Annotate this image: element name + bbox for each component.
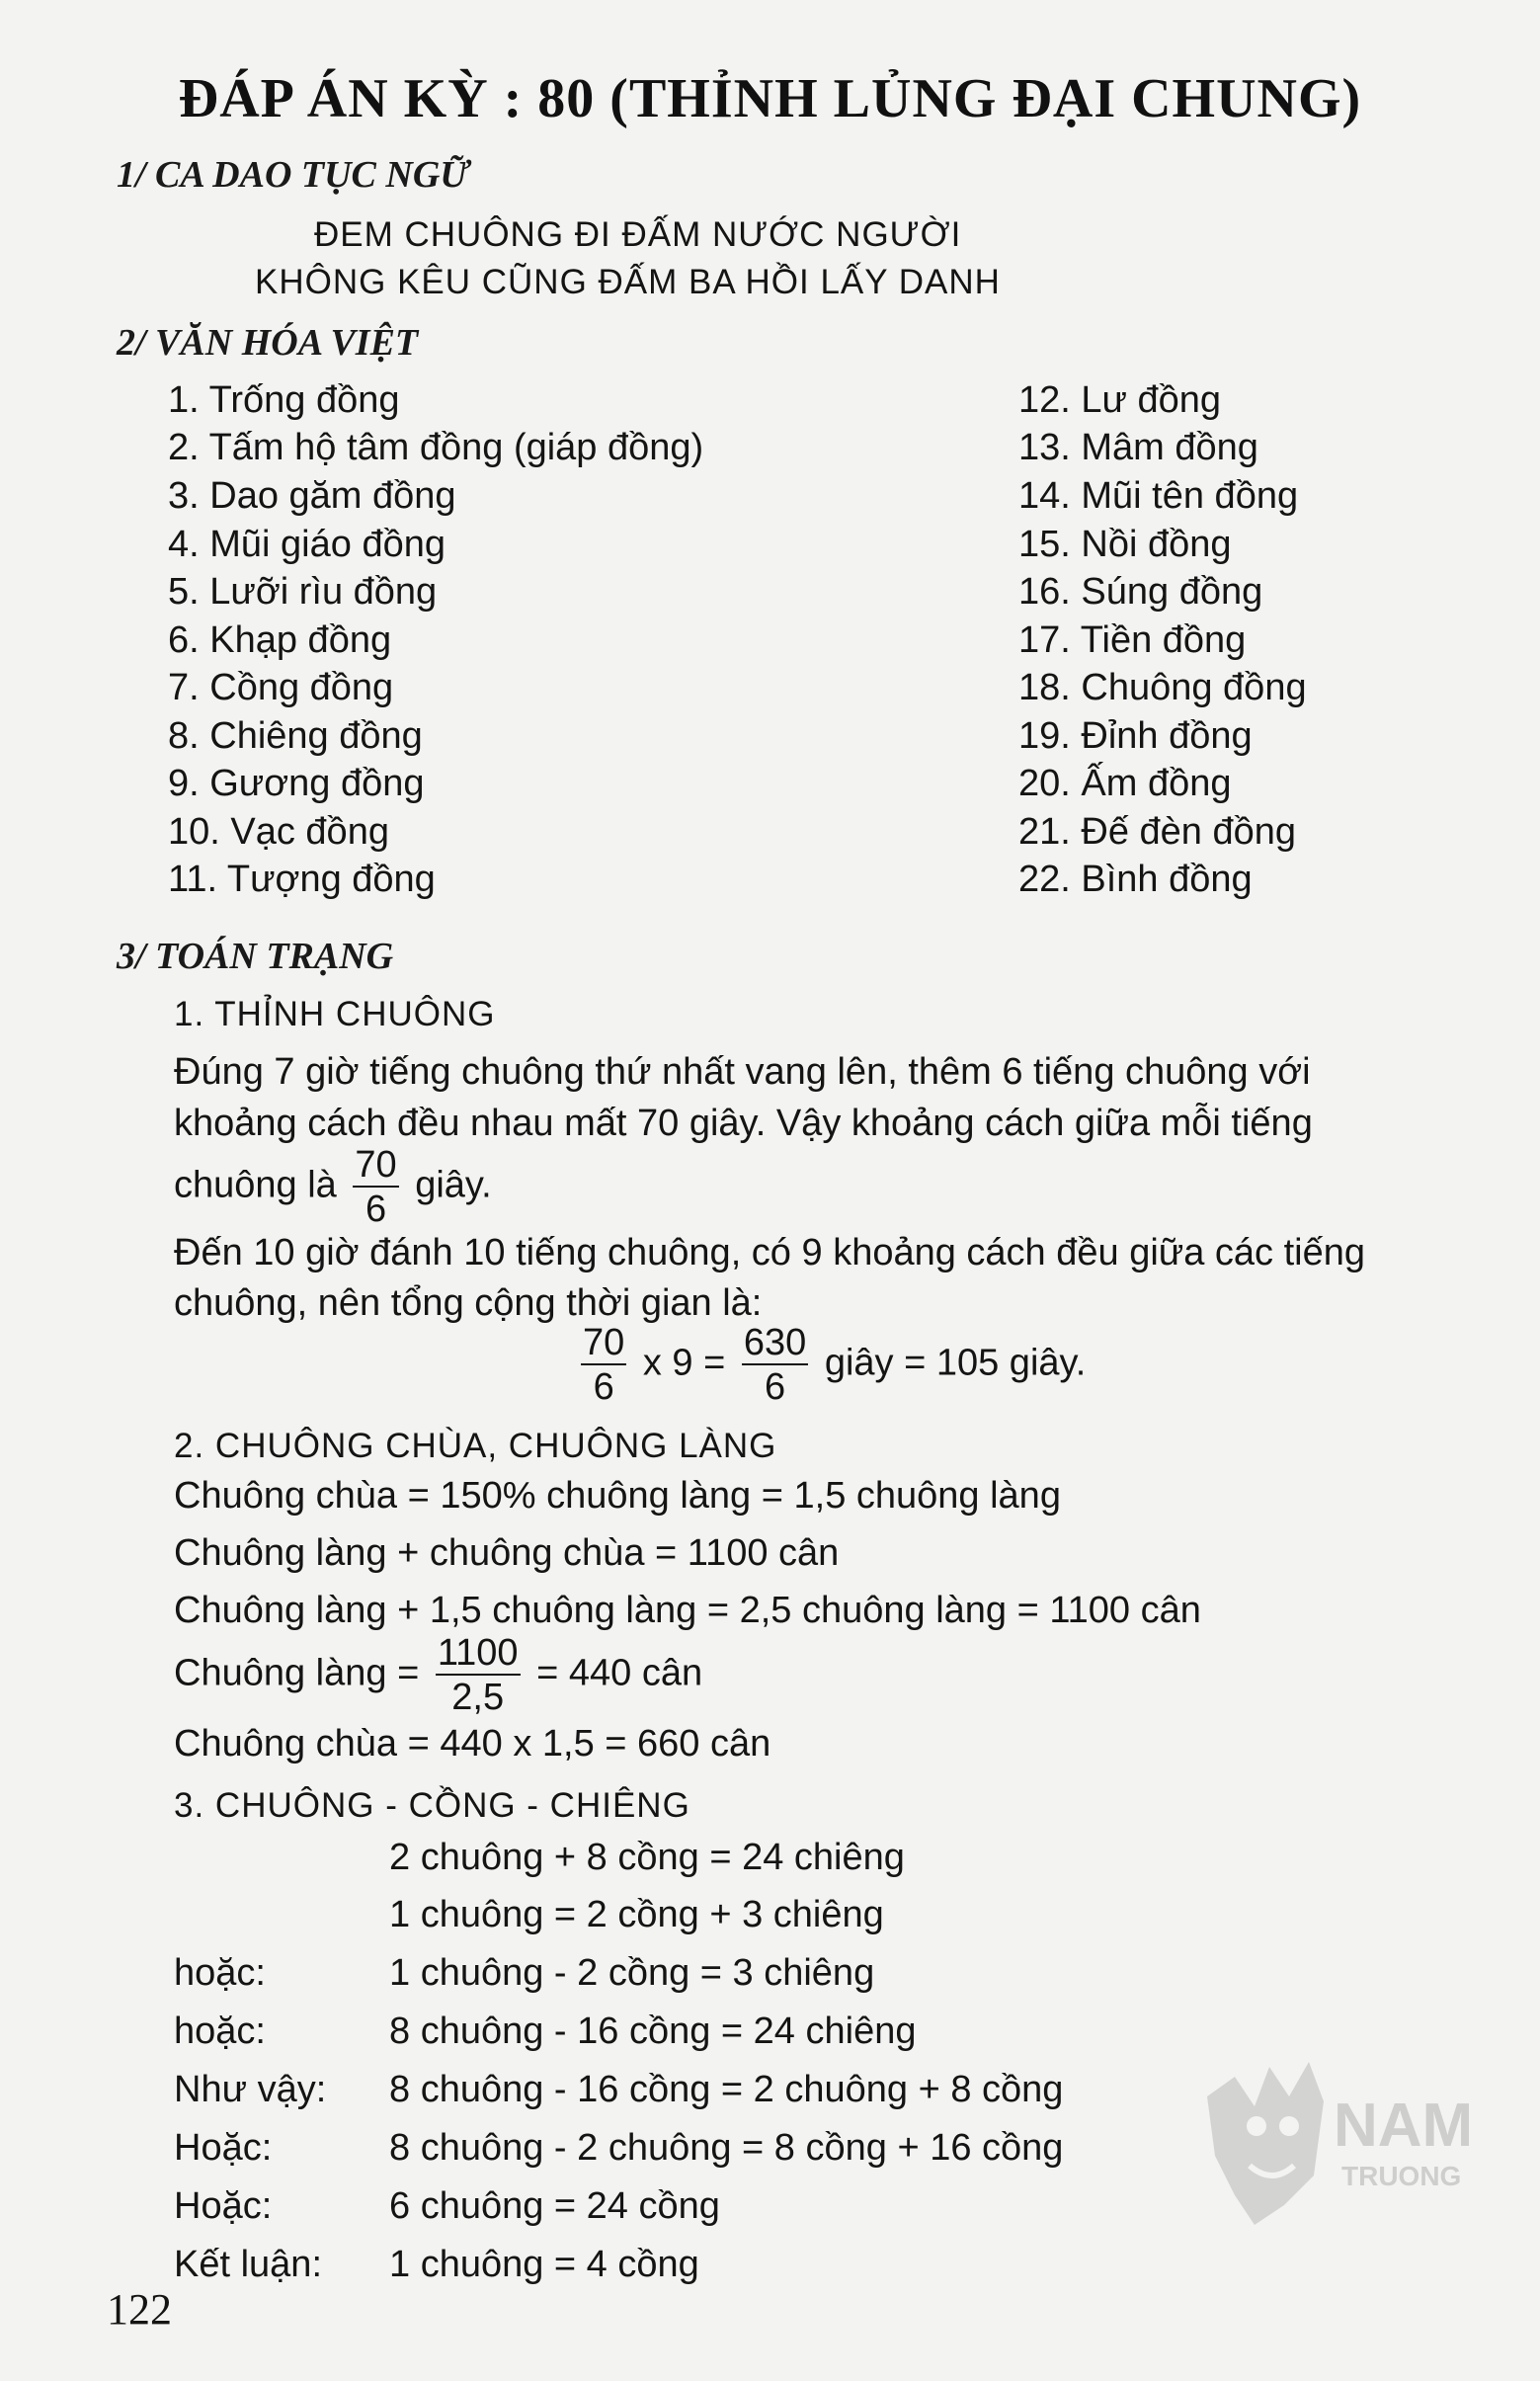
fraction [581,1324,626,1406]
row-label: Hoặc: [174,2185,273,2227]
fraction-denominator: 6 [593,1366,614,1408]
problem-2-line-3: Chuông làng + 1,5 chuông làng = 2,5 chuông làng = 1100 cân [174,1590,1201,1631]
row-label: Hoặc: [174,2127,273,2169]
fraction [353,1146,398,1228]
problem-2-line-4-text: Chuông làng = [174,1652,420,1694]
problem-1-line-3-text: chuông là [174,1164,337,1206]
row-equation: 8 chuông - 16 cồng = 2 chuông + 8 cồng [389,2069,1064,2110]
list-item: 14. Mũi tên đồng [1018,475,1299,517]
problem-1-line-3-unit: giây. [415,1164,492,1206]
list-item: 17. Tiền đồng [1018,619,1247,661]
row-equation: 8 chuông - 16 cồng = 24 chiêng [389,2011,917,2052]
list-item: 22. Bình đồng [1018,859,1253,900]
equation-operator: x 9 = [642,1342,726,1384]
logo-graphic [1195,2057,1492,2235]
page-number: 122 [107,2285,172,2334]
problem-1-line-3 [174,1146,492,1228]
row-equation: 2 chuông + 8 cồng = 24 chiêng [389,1837,905,1878]
fraction-denominator: 6 [764,1366,786,1408]
list-item: 21. Đế đèn đồng [1018,811,1297,853]
list-item: 8. Chiêng đồng [168,715,423,757]
proverb-line-2: KHÔNG KÊU CŨNG ĐẤM BA HỒI LẤY DANH [255,263,1001,301]
row-equation: 8 chuông - 2 chuông = 8 cồng + 16 cồng [389,2127,1064,2169]
list-item: 4. Mũi giáo đồng [168,524,446,565]
list-item: 6. Khạp đồng [168,619,392,661]
list-item: 16. Súng đồng [1018,571,1263,613]
fraction [436,1634,521,1716]
list-item: 11. Tượng đồng [168,859,436,900]
row-label: Như vậy: [174,2069,327,2110]
problem-2-title: 2. CHUÔNG CHÙA, CHUÔNG LÀNG [174,1427,777,1465]
problem-1-title: 1. THỈNH CHUÔNG [174,995,496,1033]
list-item: 10. Vạc đồng [168,811,389,853]
row-equation: 1 chuông - 2 cồng = 3 chiêng [389,1952,875,1994]
problem-1-line-1: Đúng 7 giờ tiếng chuông thứ nhất vang lên, thêm 6 tiếng chuông với [174,1051,1311,1093]
problem-1-line-2: khoảng cách đều nhau mất 70 giây. Vậy khoảng cách giữa mỗi tiếng [174,1103,1313,1144]
problem-1-equation [575,1324,1086,1406]
section-heading-ca-dao: 1/ CA DAO TỤC NGỮ [117,154,469,196]
problem-2-line-2: Chuông làng + chuông chùa = 1100 cân [174,1532,840,1574]
row-label: hoặc: [174,1952,266,1994]
list-item: 2. Tấm hộ tâm đồng (giáp đồng) [168,427,704,468]
list-item: 5. Lưỡi rìu đồng [168,571,438,613]
list-item: 18. Chuông đồng [1018,667,1307,708]
problem-1-line-4: Đến 10 giờ đánh 10 tiếng chuông, có 9 khoảng cách đều giữa các tiếng [174,1232,1365,1273]
problem-3-title: 3. CHUÔNG - CỒNG - CHIÊNG [174,1786,690,1825]
row-equation: 1 chuông = 2 cồng + 3 chiêng [389,1894,884,1935]
fraction-numerator: 1100 [437,1632,519,1674]
row-label: Kết luận: [174,2244,322,2285]
list-item: 20. Ấm đồng [1018,763,1232,804]
logo-word-2: TRUONG [1341,2161,1462,2191]
list-item: 1. Trống đồng [168,379,400,421]
proverb-line-1: ĐEM CHUÔNG ĐI ĐẤM NƯỚC NGƯỜI [314,215,962,254]
row-equation: 6 chuông = 24 cồng [389,2185,720,2227]
list-item: 7. Cồng đồng [168,667,394,708]
problem-1-line-5: chuông, nên tổng cộng thời gian là: [174,1282,763,1324]
fraction-numerator: 70 [355,1144,397,1186]
fraction-numerator: 630 [743,1322,807,1363]
problem-2-line-5: Chuông chùa = 440 x 1,5 = 660 cân [174,1723,771,1765]
publisher-logo [1195,2057,1492,2235]
section-heading-toan-trang: 3/ TOÁN TRẠNG [117,936,394,977]
page-title: ĐÁP ÁN KỲ : 80 (THỈNH LỦNG ĐẠI CHUNG) [178,68,1362,129]
problem-2-line-4 [174,1634,702,1716]
equation-result: giây = 105 giây. [824,1342,1087,1384]
problem-2-line-1: Chuông chùa = 150% chuông làng = 1,5 chuông làng [174,1475,1061,1517]
row-equation: 1 chuông = 4 cồng [389,2244,699,2285]
fraction-numerator: 70 [583,1322,625,1363]
list-item: 19. Đỉnh đồng [1018,715,1253,757]
problem-2-line-4-result: = 440 cân [536,1652,703,1694]
list-item: 13. Mâm đồng [1018,427,1258,468]
fraction [742,1324,808,1406]
list-item: 15. Nồi đồng [1018,524,1232,565]
list-item: 9. Gương đồng [168,763,425,804]
fraction-denominator: 2,5 [451,1677,505,1718]
fraction-denominator: 6 [365,1189,387,1230]
list-item: 3. Dao găm đồng [168,475,456,517]
section-heading-van-hoa: 2/ VĂN HÓA VIỆT [117,322,419,364]
row-label: hoặc: [174,2011,266,2052]
list-item: 12. Lư đồng [1018,379,1222,421]
logo-word-1: NAM [1334,2092,1474,2160]
